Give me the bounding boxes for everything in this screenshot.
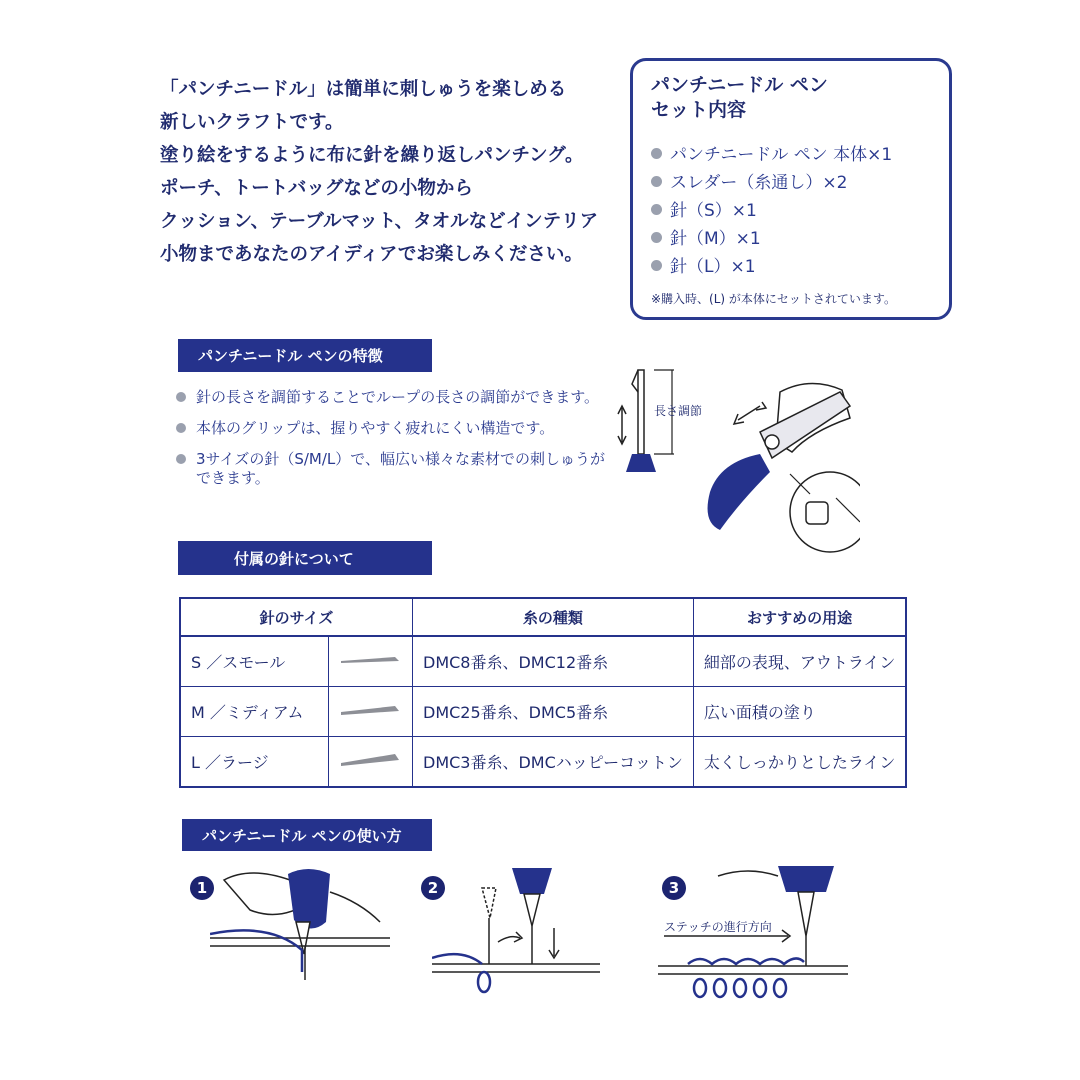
table-header-row [180,598,906,636]
intro-line: クッション、テーブルマット、タオルなどインテリア [160,211,599,232]
size-cell: S ／スモール [180,636,328,687]
set-contents-note: ※購入時、(L) が本体にセットされています。 [651,292,896,306]
bullet-icon [651,204,662,215]
step-2-illustration [432,868,600,998]
stitch-direction-label: ステッチの進行方向 [664,920,772,934]
table-row [180,636,906,687]
set-contents-title [651,73,828,123]
list-item [651,225,892,253]
use-cell: 細部の表現、アウトライン [693,636,906,687]
step-number: 1 [190,876,214,900]
intro-line: 小物まであなたのアイディアでお楽しみください。 [160,244,583,265]
bullet-icon [651,176,662,187]
list-item [651,169,892,197]
bullet-icon [651,260,662,271]
thread-cell: DMC25番糸、DMC5番糸 [413,687,694,737]
needle-m-icon [339,702,401,718]
col-header-thread: 糸の種類 [413,598,694,636]
item-label: 針（S）×1 [670,201,757,221]
bullet-icon [651,232,662,243]
intro-line: ポーチ、トートバッグなどの小物から [160,178,473,199]
use-cell: 広い面積の塗り [693,687,906,737]
needles-table [179,597,907,788]
set-contents-box [630,58,952,320]
feature-text: 本体のグリップは、握りやすく疲れにくい構造です。 [196,419,555,437]
list-item [176,388,606,407]
thread-cell: DMC3番糸、DMCハッピーコットン [413,737,694,788]
step-number: 2 [421,876,445,900]
needles-heading: 付属の針について [178,541,432,575]
bullet-icon [176,392,186,402]
item-label: 針（L）×1 [670,257,756,277]
step-1-illustration [210,862,390,1002]
set-contents-list [651,141,892,281]
needle-length-diagram [610,362,860,562]
length-adjust-label: 長さ調節 [654,404,703,418]
list-item [176,450,606,488]
intro-line: 新しいクラフトです。 [160,112,344,133]
feature-text: 3サイズの針（S/M/L）で、幅広い様々な素材での刺しゅうができます。 [196,450,605,487]
usage-heading: パンチニードル ペンの使い方 [182,819,432,851]
col-header-size: 針のサイズ [180,598,413,636]
item-label: スレダー（糸通し）×2 [670,173,848,193]
needle-l-icon [339,751,401,769]
size-cell: L ／ラージ [180,737,328,788]
list-item [176,419,606,438]
needle-image-l [328,737,412,788]
item-label: パンチニードル ペン 本体×1 [670,145,893,165]
col-header-use: おすすめの用途 [693,598,906,636]
table-row [180,687,906,737]
bullet-icon [651,148,662,159]
features-list [176,388,606,500]
step-number: 3 [662,876,686,900]
set-title-line: セット内容 [651,99,747,121]
needle-image-s [328,636,412,687]
step-3-illustration [658,866,848,1000]
list-item [651,253,892,281]
bullet-icon [176,454,186,464]
features-heading: パンチニードル ペンの特徴 [178,339,432,372]
intro-line: 塗り絵をするように布に針を繰り返しパンチング。 [160,145,584,166]
table-row [180,737,906,788]
list-item [651,197,892,225]
needle-s-icon [339,653,401,667]
item-label: 針（M）×1 [670,229,761,249]
bullet-icon [176,423,186,433]
size-cell: M ／ミディアム [180,687,328,737]
set-title-line: パンチニードル ペン [651,74,828,96]
list-item [651,141,892,169]
feature-text: 針の長さを調節することでループの長さの調節ができます。 [196,388,600,406]
use-cell: 太くしっかりとしたライン [693,737,906,788]
thread-cell: DMC8番糸、DMC12番糸 [413,636,694,687]
intro-text [160,76,620,274]
needle-image-m [328,687,412,737]
intro-line: 「パンチニードル」は簡単に刺しゅうを楽しめる [160,79,567,100]
